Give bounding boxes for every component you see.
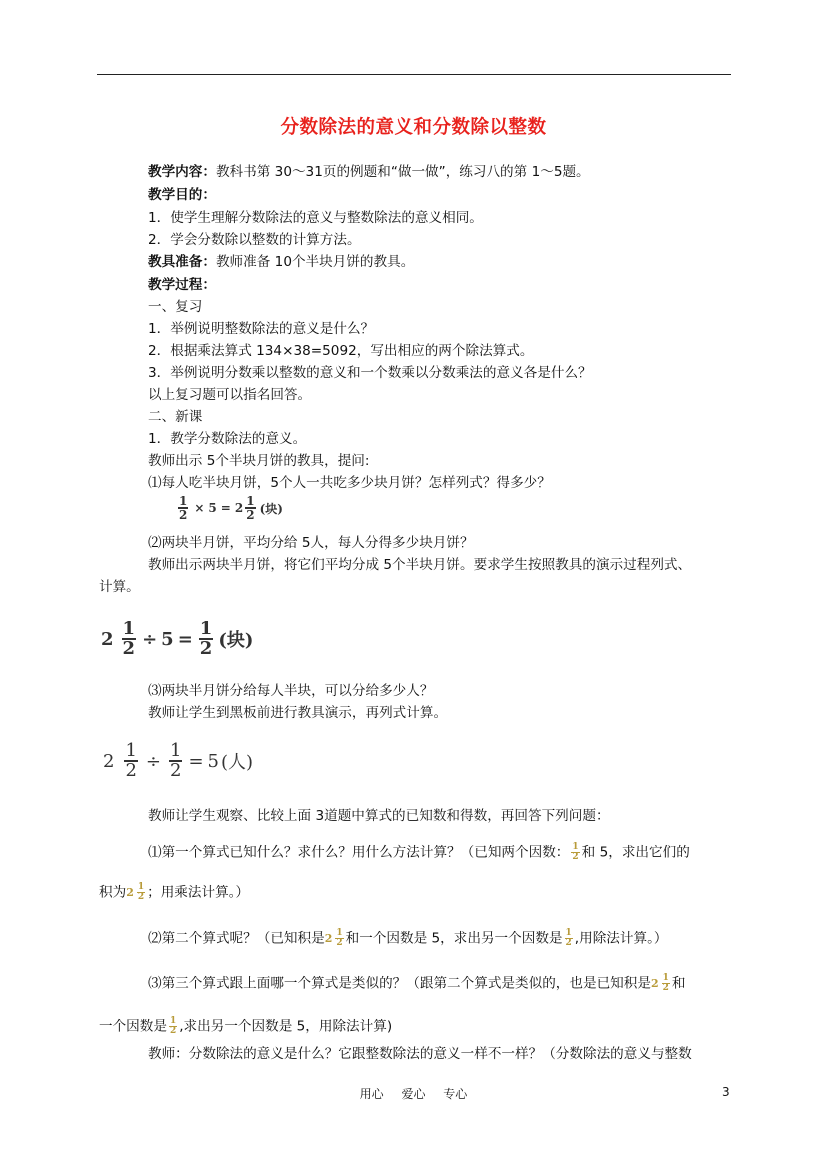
question-2: ⑵两块半月饼，平均分给 5人，每人分得多少块月饼？: [148, 535, 474, 551]
goal-1: 1．使学生理解分数除法的意义与整数除法的意义相同。: [148, 210, 483, 226]
blackboard-demo: 教师让学生到黑板前进行教具演示，再列式计算。: [148, 705, 448, 721]
label: 教学内容：: [148, 164, 216, 180]
inline-fraction: $\frac{1}{2}$: [169, 1016, 177, 1036]
fraction: $\frac{1}{2}$: [125, 740, 137, 781]
lesson-prompt: 教师出示 5个半块月饼的教具，提问:: [148, 453, 370, 469]
inline-mixed-number: 2 $\frac{1}{2}$: [650, 973, 669, 993]
fraction: $\frac{1}{2}$: [170, 740, 182, 781]
teacher-demo: 教师出示两块半月饼，将它们平均分成 5个半块月饼。要求学生按照教具的演示过程列式、: [148, 557, 692, 573]
review-2: 2．根据乘法算式 134×38=5092，写出相应的两个除法算式。: [148, 343, 534, 359]
answer-1-cont: 积为 2 $\frac{1}{2}$ ；用乘法计算。）: [99, 882, 250, 902]
review-1: 1．举例说明整数除法的意义是什么？: [148, 321, 375, 337]
formula-2: 2 $\frac{1}{2}$ ÷ 5 = $\frac{1}{2}$ (块): [101, 618, 254, 659]
teaching-goals-heading: 教学目的：: [148, 187, 216, 203]
process-heading: 教学过程：: [148, 277, 216, 293]
answer-1: ⑴第一个算式已知什么？求什么？用什么方法计算？（已知两个因数： $\frac{1}{2}$ 和 5，求出它们的: [148, 842, 690, 862]
review-note: 以上复习题可以指名回答。: [148, 387, 312, 403]
review-3: 3．举例说明分数乘以整数的意义和一个数乘以分数乘法的意义各是什么？: [148, 365, 592, 381]
fraction: $\frac{1}{2}$: [122, 618, 136, 659]
inline-fraction: $\frac{1}{2}$: [565, 928, 572, 948]
teacher-demo-cont: 计算。: [99, 579, 140, 595]
new-lesson-heading: 二、新课: [148, 409, 203, 425]
lesson-1: 1．教学分数除法的意义。: [148, 431, 307, 447]
observe-prompt: 教师让学生观察、比较上面 3道题中算式的已知数和得数，再回答下列问题：: [148, 808, 610, 824]
goal-2: 2．学会分数除以整数的计算方法。: [148, 232, 361, 248]
page-number: 3: [722, 1085, 730, 1099]
header-rule: [97, 74, 731, 75]
footer-motto: 用心 爱心 专心: [359, 1087, 468, 1101]
answer-3: ⑶第三个算式跟上面哪一个算式是类似的？（跟第二个算式是类似的，也是已知积是 2 $\frac{1}{2}$ 和: [148, 973, 686, 993]
fraction: $\frac{1}{2}$: [246, 494, 255, 522]
text: 教师准备 10个半块月饼的教具。: [215, 254, 415, 270]
answer-3-cont: 一个因数是 $\frac{1}{2}$ ,求出另一个因数是 5，用除法计算): [99, 1016, 393, 1036]
text: 教科书第 30～31页的例题和“做一做”，练习八的第 1～5题。: [215, 164, 590, 180]
review-heading: 一、复习: [148, 299, 203, 315]
fraction: $\frac{1}{2}$: [199, 618, 213, 659]
question-1: ⑴每人吃半块月饼，5个人一共吃多少块月饼？怎样列式？得多少？: [148, 475, 551, 491]
teaching-aids: [148, 253, 414, 271]
fraction: $\frac{1}{2}$: [179, 494, 188, 522]
formula-1: $\frac{1}{2}$ × 5 = 2 $\frac{1}{2}$ (块): [179, 494, 283, 522]
label: 教具准备：: [148, 254, 216, 270]
inline-mixed-number: 2 $\frac{1}{2}$: [126, 882, 145, 902]
inline-fraction: $\frac{1}{2}$: [572, 842, 579, 862]
inline-mixed-number: 2 $\frac{1}{2}$: [324, 928, 343, 948]
answer-2: ⑵第二个算式呢？（已知积是 2 $\frac{1}{2}$ 和一个因数是 5，求出另一个因数是 $\frac{1}{2}$ ,用除法计算。）: [148, 928, 668, 948]
page-title: 分数除法的意义和分数除以整数: [280, 117, 547, 138]
formula-3: 2 $\frac{1}{2}$ ÷ $\frac{1}{2}$ = 5 (人): [103, 740, 254, 781]
question-3: ⑶两块半月饼分给每人半块，可以分给多少人？: [148, 683, 434, 699]
teaching-content: [148, 163, 590, 181]
teacher-question: 教师：分数除法的意义是什么？它跟整数除法的意义一样不一样？（分数除法的意义与整数: [148, 1046, 692, 1062]
